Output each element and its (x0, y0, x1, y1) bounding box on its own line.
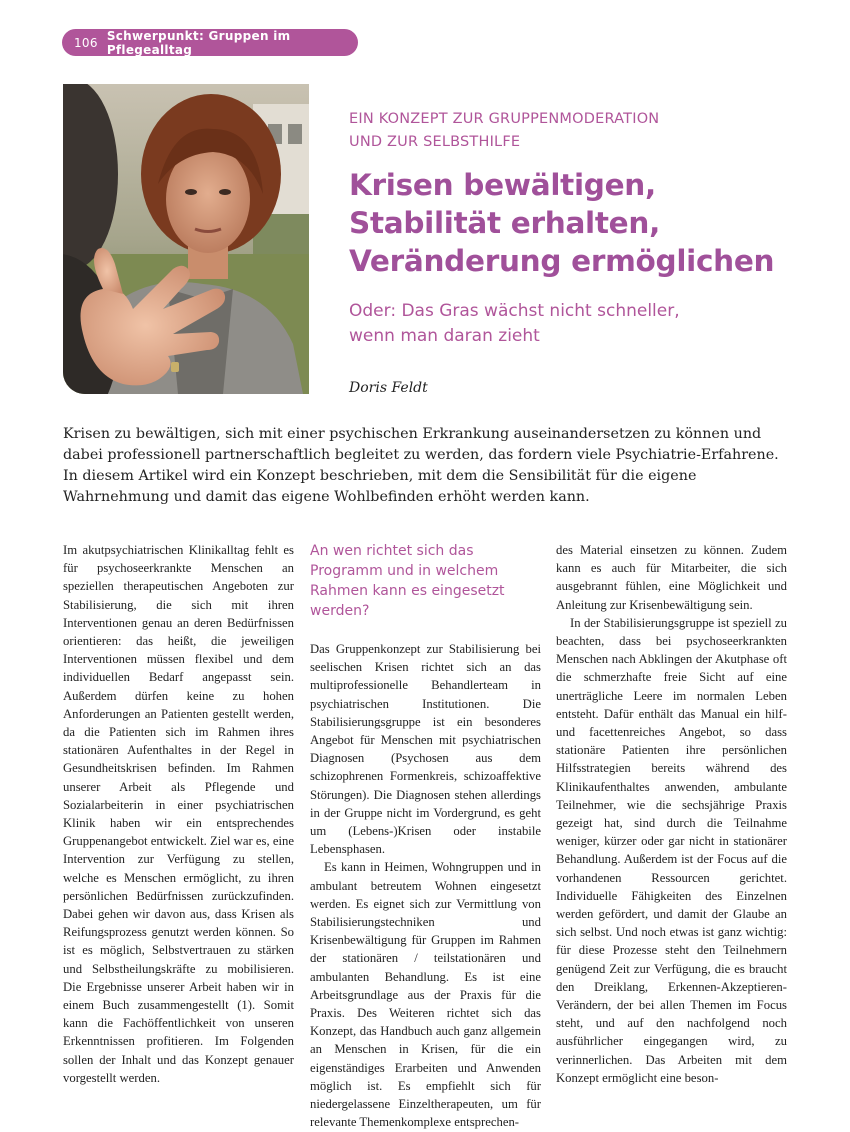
subtitle-line: Oder: Das Gras wächst nicht schneller, (349, 301, 680, 321)
section-heading: An wen richtet sich das Programm und in welchem Rahmen kann es eingesetzt werden? (310, 543, 505, 619)
kicker-line: EIN KONZEPT ZUR GRUPPENMODERATION (349, 111, 660, 127)
kicker-line: UND ZUR SELBSTHILFE (349, 134, 521, 150)
body-paragraph: des Material einsetzen zu können. Zudem kann es auch für Mitarbeiter, die sich ausgebrannt fühlen, eine Möglichkeit und Anleitung zur Krisenbewältigung sein. (556, 543, 787, 612)
subtitle-line: wenn man daran zieht (349, 326, 540, 346)
body-paragraph: Im akutpsychiatrischen Klinikalltag fehlt es für psychoseerkrankte Menschen an speziellen therapeutischen Angeboten zur Stabilisierung, die sich mit ihren Interventionen genau an deren Bedürfnissen orientieren: das heißt, die jeweiligen Interventionen müssen flexibel und dem individuellen Bedarf angepasst sein. Außerdem dürfen keine zu hohen Anforderungen an Patienten gestellt werden, da die Patienten sich im Rahmen ihres stationären Aufenthaltes in der Regel in Gesundheitskrisen befinden. Im Rahmen unserer Arbeit als Pflegende und Sozialarbeiterin in einer psychiatrischen Klinik haben wir ein entsprechendes Gruppenangebot entwickelt. Ziel war es, eine Intervention zur Verfügung zu stellen, welche es Menschen ermöglicht, zu ihren persönlichen Bedürfnissen zurückzufinden. Dabei gehen wir davon aus, dass Krisen als Reifungsprozess genutzt werden können. So ist es möglich, Selbstvertrauen zu stärken und Selbstheilungskräfte zu mobilisieren. Die Ergebnisse unserer Arbeit haben wir in einem Buch zusammengestellt (1). Somit kann die Fachöffentlichkeit von unseren Erkenntnissen profitieren. Im Folgenden sollen der Inhalt und das Konzept genauer vorgestellt werden. (63, 543, 294, 1085)
title-line: Krisen bewältigen, (349, 168, 656, 202)
article-photo (63, 84, 309, 394)
section-title: Schwerpunkt: Gruppen im Pflegealltag (106, 28, 291, 57)
article-title (349, 166, 809, 280)
author-name: Doris Feldt (349, 380, 428, 396)
title-line: Veränderung ermöglichen (349, 244, 775, 278)
body-paragraph: Das Gruppenkonzept zur Stabilisierung bei seelischen Krisen richtet sich an das multiprofessionelle Behandlerteam in psychiatrischen Institutionen. Die Stabilisierungsgruppe ist ein besonderes Angebot für Menschen mit psychiatrischen Diagnosen (Psychosen aus dem schizophrenen Formenkreis, schizoaffektive Störungen). Die Diagnosen stehen allerdings in der Gruppe nicht im Vordergrund, es geht um (Lebens-)Krisen oder instabile Lebensphasen. (310, 642, 541, 857)
body-paragraph: Es kann in Heimen, Wohngruppen und in ambulant betreutem Wohnen eingesetzt werden. Es eignet sich zur Vermittlung von Stabilisierungstechniken und Krisenbewältigung für Gruppen im Rahmen der stationären / teilstationären und ambulanten Behandlung. Es ist eine Arbeitsgrundlage aus der Praxis für die Praxis. Des Weiteren richtet sich das Konzept, das Handbuch auch ganz allgemein an Menschen in Krisen, für die ein eigenständiges Erarbeiten und Anwenden möglich ist. Es empfiehlt sich für niedergelassene Einzeltherapeuten, um für relevante Themenkomplexe entsprechen- (310, 860, 541, 1130)
text-column-3 (556, 541, 787, 1087)
page-number: 106 (74, 35, 98, 50)
article-subtitle (349, 299, 789, 349)
text-column-2 (310, 541, 541, 1131)
body-paragraph: In der Stabilisierungsgruppe ist speziell zu beachten, dass bei psychoseerkrankten Menschen nach Abklingen der Akutphase oft die schmerzhafte freie Sicht auf eine unerträgliche Leere im normalen Leben entsteht. Dafür enthält das Manual ein hilf- und facettenreiches Angebot, so dass stationäre Patienten ihre persönlichen Hilfsstrategien bereits während des Klinikaufenthaltes anwenden, ambulante Teilnehmer, wie die sechsjährige Praxis gezeigt hat, sind durch die Teilnahme weniger, kürzer oder gar nicht in stationärer Behandlung. Außerdem ist der Focus auf die vorhandenen Ressourcen gerichtet. Individuelle Fähigkeiten des Einzelnen werden gefördert, und damit der Glaube an sich selbst. Und noch etwas ist ganz wichtig: für diese Prozesse steht den Teilnehmern genügend Zeit zur Verfügung, die es braucht den Dreiklang, Erkennen-Akzeptieren-Verändern, der bei allen Themen im Focus steht, und auf den nachfolgend noch ausführlicher eingegangen wird, zu verinnerlichen. Das Arbeiten mit dem Konzept ermöglicht eine beson- (556, 615, 787, 1085)
lead-paragraph: Krisen zu bewältigen, sich mit einer psychischen Erkrankung auseinandersetzen zu können und dabei professionell partnerschaftlich begleitet zu werden, das fordern viele Psychiatrie-Erfahrene. In diesem Artikel wird ein Konzept beschrieben, mit dem die Sensibilität für die eigene Wahrnehmung und damit das eigene Wohlbefinden erhöht werden kann. (63, 426, 779, 505)
title-line: Stabilität erhalten, (349, 206, 660, 240)
text-column-1 (63, 541, 294, 1087)
article-kicker (349, 108, 789, 154)
running-header (62, 29, 358, 56)
